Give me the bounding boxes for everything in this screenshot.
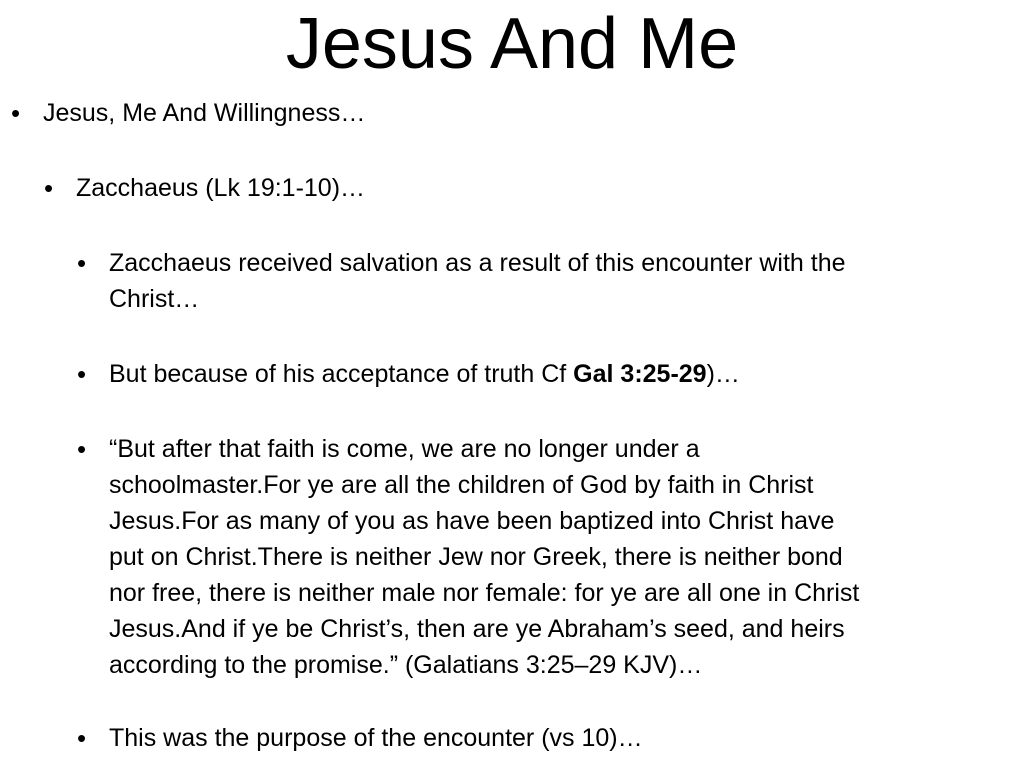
verse-line: Jesus.And if ye be Christ’s, then are ye Abraham’s seed, and heirs: [109, 615, 845, 643]
verse-line: nor free, there is neither male nor female: for ye are all one in Christ: [109, 579, 860, 607]
bullet-icon: •: [11, 98, 21, 128]
scripture-reference: Gal 3:25-29: [573, 360, 707, 388]
slide-title: Jesus And Me: [285, 4, 739, 84]
verse-line: according to the promise.” (Galatians 3:25–29 KJV)…: [109, 651, 703, 679]
verse-line: schoolmaster.For ye are all the children of God by faith in Christ: [109, 471, 814, 499]
bullet-icon: •: [77, 723, 87, 753]
bullet-text: But because of his acceptance of truth Cf: [109, 360, 574, 388]
bullet-icon: •: [77, 359, 87, 389]
bullet-level-3-purpose: [77, 720, 1004, 756]
bullet-level-1: [11, 95, 1003, 131]
bullet-text-line: Christ…: [109, 285, 200, 313]
verse-line: “But after that faith is come, we are no longer under a: [109, 435, 700, 463]
bullet-icon: •: [77, 434, 87, 464]
bullet-text: Jesus, Me And Willingness…: [43, 99, 366, 127]
verse-line: put on Christ.There is neither Jew nor Greek, there is neither bond: [109, 543, 843, 571]
bullet-text: This was the purpose of the encounter (vs 10)…: [109, 724, 643, 752]
bullet-level-3-salvation: [77, 245, 1004, 317]
bullet-icon: •: [44, 173, 54, 203]
bullet-level-3-verse-quote: [77, 431, 1009, 683]
bullet-icon: •: [77, 248, 87, 278]
bullet-text: Zacchaeus (Lk 19:1-10)…: [76, 174, 366, 202]
bullet-text-line: Zacchaeus received salvation as a result of this encounter with the: [109, 249, 846, 277]
bullet-text-tail: )…: [706, 360, 740, 388]
verse-line: Jesus.For as many of you as have been baptized into Christ have: [109, 507, 835, 535]
bullet-level-3-acceptance: [77, 356, 1004, 392]
bullet-level-2: [44, 170, 996, 206]
